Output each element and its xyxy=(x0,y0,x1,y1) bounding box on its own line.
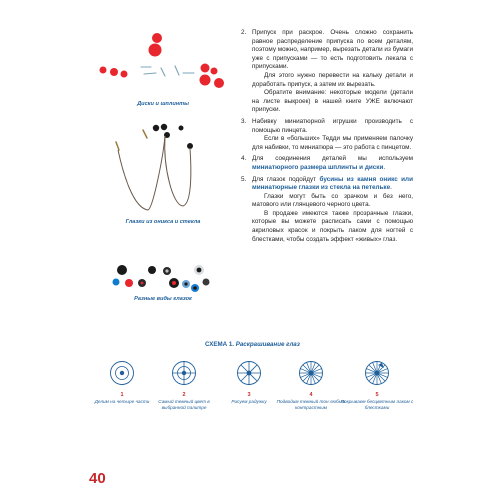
step-number: 4 xyxy=(309,392,313,398)
glass-eyes-photo xyxy=(103,118,223,218)
caption-disks: Диски и шплинты xyxy=(137,101,189,107)
highlight-text: бусины из камня оникс или миниатюрные глазки из стекла на петельке xyxy=(252,175,413,192)
step-number: 2 xyxy=(182,392,186,398)
paragraph xyxy=(252,176,413,193)
text-run: Для соединения деталей мы используем xyxy=(252,155,413,163)
paragraph: В продаже имеются также прозрачные глазки, которые вы можете расписать сами с помощью акриловых красок и покрыть лаком для ногтей с блестками, чтобы создать эффект «живых» глаз. xyxy=(252,209,413,243)
text-run: . xyxy=(383,163,386,171)
item-number: 2. xyxy=(241,29,247,36)
eye-glitter-icon xyxy=(364,360,390,386)
item-number: 4. xyxy=(241,155,247,163)
highlight-text: миниатюрного размера шплинты и диски xyxy=(252,163,384,171)
paragraph: Обратите внимание: некоторые модели (детали на листе выкроек) в нашей книге УЖЕ включают припуски. xyxy=(252,89,413,114)
item-number: 3. xyxy=(241,117,247,125)
body-text xyxy=(241,29,413,244)
scheme-title xyxy=(205,341,300,348)
step-number: 1 xyxy=(120,392,124,398)
step-text: Самый темный цвет в выбранной палитре xyxy=(158,399,210,410)
eye-iris-icon xyxy=(236,360,262,386)
disks-photo xyxy=(95,30,230,95)
scheme-heading: Раскрашивание глаз xyxy=(235,341,300,348)
paragraph: Припуск при раскрое. Очень сложно сохранить равное распределение припуска по всем деталям, поэтому можно, например, вырезать детали из бумаги уже с припусками — то есть подготовить лекала с припусками. xyxy=(252,29,413,71)
step-text: Делим на четыре части xyxy=(94,399,150,404)
step-text: Подводим темный тон любым контрастным xyxy=(276,399,346,410)
list-item xyxy=(241,118,413,152)
scheme-step-5 xyxy=(340,360,414,410)
text-run: . xyxy=(390,184,392,192)
list-item xyxy=(241,155,413,172)
paragraph: Если в «больших» Тедди мы применяем палочку для набивки, то миниатюра — это работа с пинцетом. xyxy=(252,135,413,151)
caption-eye-types: Разные виды глазок xyxy=(134,296,192,302)
eye-dark-color-icon xyxy=(171,360,197,386)
scheme-step-4 xyxy=(274,360,348,410)
text-run: Для глазок подойдут xyxy=(252,175,320,183)
step-text: Покрываем бесцветным лаком с блестками xyxy=(340,399,414,410)
eye-quarters-icon xyxy=(109,360,135,386)
step-number: 3 xyxy=(247,392,251,398)
paragraph: Глазки могут быть со зрачком и без него, матового или глянцевого черного цвета. xyxy=(252,192,413,209)
item-number: 5. xyxy=(241,175,247,183)
eye-contrast-icon xyxy=(298,360,324,386)
paragraph: Набивку миниатюрной игрушки производить с помощью пинцета. xyxy=(252,117,413,134)
list-item xyxy=(241,29,413,115)
paragraph: Для этого нужно перевести на кальку детали и доработать припуск, а затем их вырезать. xyxy=(252,71,413,88)
step-number: 5 xyxy=(375,392,379,398)
step-text: Рисуем радужку xyxy=(231,399,267,404)
caption-glass-eyes: Глазки из оникса и стекла xyxy=(125,219,201,225)
list-item xyxy=(241,176,413,245)
eye-types-photo xyxy=(108,255,218,297)
scheme-label: СХЕМА 1. xyxy=(205,341,234,348)
page-number: 40 xyxy=(89,470,106,487)
scheme-step-2 xyxy=(147,360,221,410)
paragraph xyxy=(252,155,413,172)
